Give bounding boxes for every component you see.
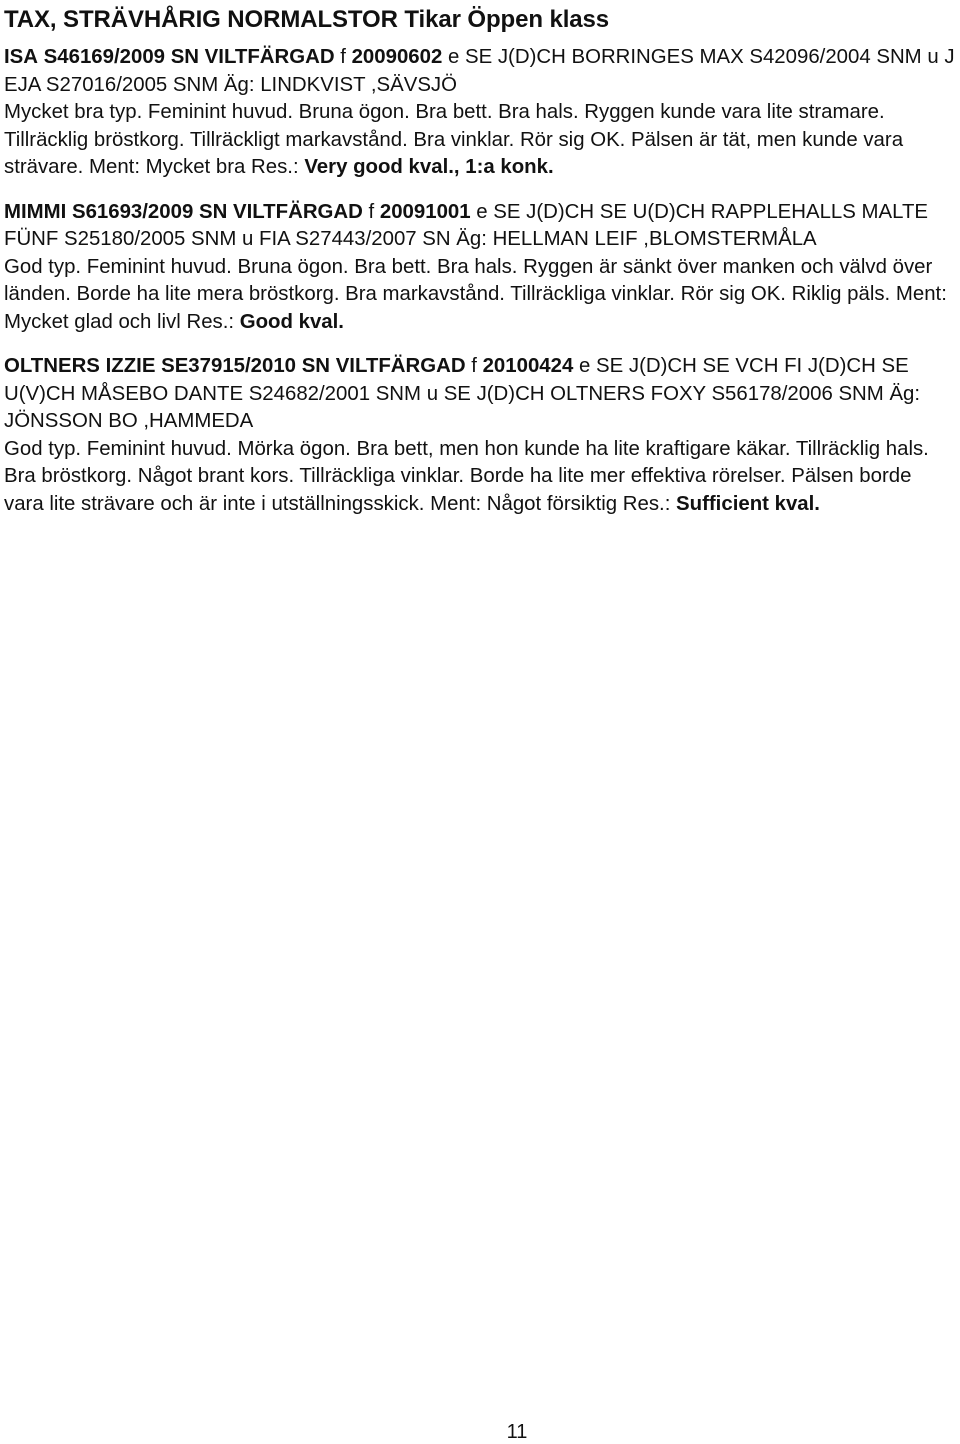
registration-number: S46169/2009 (43, 46, 166, 68)
dog-entry (4, 44, 956, 182)
dog-name: ISA (4, 46, 38, 68)
sire: SE J(D)CH SE U(D)CH RAPPLEHALLS MALTE FÜNF S25180/2005 SNM (4, 200, 929, 250)
dam: FIA S27443/2007 SN (259, 228, 451, 250)
result-label: Res.: (251, 156, 299, 178)
critique: Mycket bra typ. Feminint huvud. Bruna ögon. Bra bett. Bra hals. Ryggen kunde vara lite stramare. Tillräcklig bröstkorg. Tillräckligt markavstånd. Bra vinklar. Rör sig OK. Pälsen är tät, men kunde vara strävare. Ment: Mycket bra (4, 101, 904, 178)
breed-color: SN VILTFÄRGAD (170, 46, 335, 68)
dam-label: u (927, 46, 939, 68)
registration-number: SE37915/2010 (161, 355, 297, 377)
breed-color: SN VILTFÄRGAD (301, 355, 466, 377)
dam-label: u (242, 228, 254, 250)
critique: God typ. Feminint huvud. Bruna ögon. Bra bett. Bra hals. Ryggen är sänkt över manken och välvd över länden. Borde ha lite mera bröstkorg. Bra markavstånd. Tillräckliga vinklar. Rör sig OK. Riklig päls. Ment: Mycket glad och livl (4, 255, 947, 333)
critique: God typ. Feminint huvud. Mörka ögon. Bra bett, men hon kunde ha lite kraftigare käkar. Tillräcklig hals. Bra bröstkorg. Något brant kors. Tillräckliga vinklar. Borde ha lite mer effektiva rörelser. Pälsen borde vara lite strävare och är inte i utställningsskick. Ment: Något försiktig (4, 437, 929, 515)
owner: Äg: JÖNSSON BO ,HAMMEDA (4, 382, 921, 432)
sire-label: e (476, 200, 488, 223)
dog-entry (4, 199, 956, 337)
breed-color: SN VILTFÄRGAD (198, 200, 363, 223)
dog-entry (4, 353, 956, 518)
sex: f (368, 200, 375, 223)
sire-label: e (579, 355, 591, 377)
class-title: TAX, STRÄVHÅRIG NORMALSTOR Tikar Öppen klass (4, 6, 610, 33)
dog-name: MIMMI (4, 200, 67, 223)
sire: SE J(D)CH SE VCH FI J(D)CH SE U(V)CH MÅSEBO DANTE S24682/2001 SNM (4, 355, 909, 405)
sex: f (340, 46, 346, 68)
registration-number: S61693/2009 (71, 200, 194, 223)
result-label: Res.: (186, 310, 235, 333)
result: Sufficient kval. (676, 492, 820, 515)
document-page (4, 0, 956, 518)
sex: f (471, 355, 477, 377)
dam: SE J(D)CH OLTNERS FOXY S56178/2006 SNM (443, 382, 884, 405)
dam: J EJA S27016/2005 SNM (4, 46, 955, 96)
result: Good kval. (239, 310, 344, 333)
sire: SE J(D)CH BORRINGES MAX S42096/2004 SNM (465, 46, 922, 68)
birth-date: 20090602 (351, 46, 443, 68)
owner: Äg: HELLMAN LEIF ,BLOMSTERMÅLA (456, 228, 817, 250)
birth-date: 20091001 (379, 200, 471, 223)
dam-label: u (426, 382, 439, 405)
owner: Äg: LINDKVIST ,SÄVSJÖ (223, 73, 457, 96)
result: Very good kval., 1:a konk. (304, 156, 554, 178)
page-number: 11 (506, 1421, 528, 1443)
dog-name: OLTNERS IZZIE (4, 355, 156, 377)
sire-label: e (447, 46, 460, 68)
result-label: Res.: (622, 492, 671, 515)
birth-date: 20100424 (482, 355, 574, 377)
